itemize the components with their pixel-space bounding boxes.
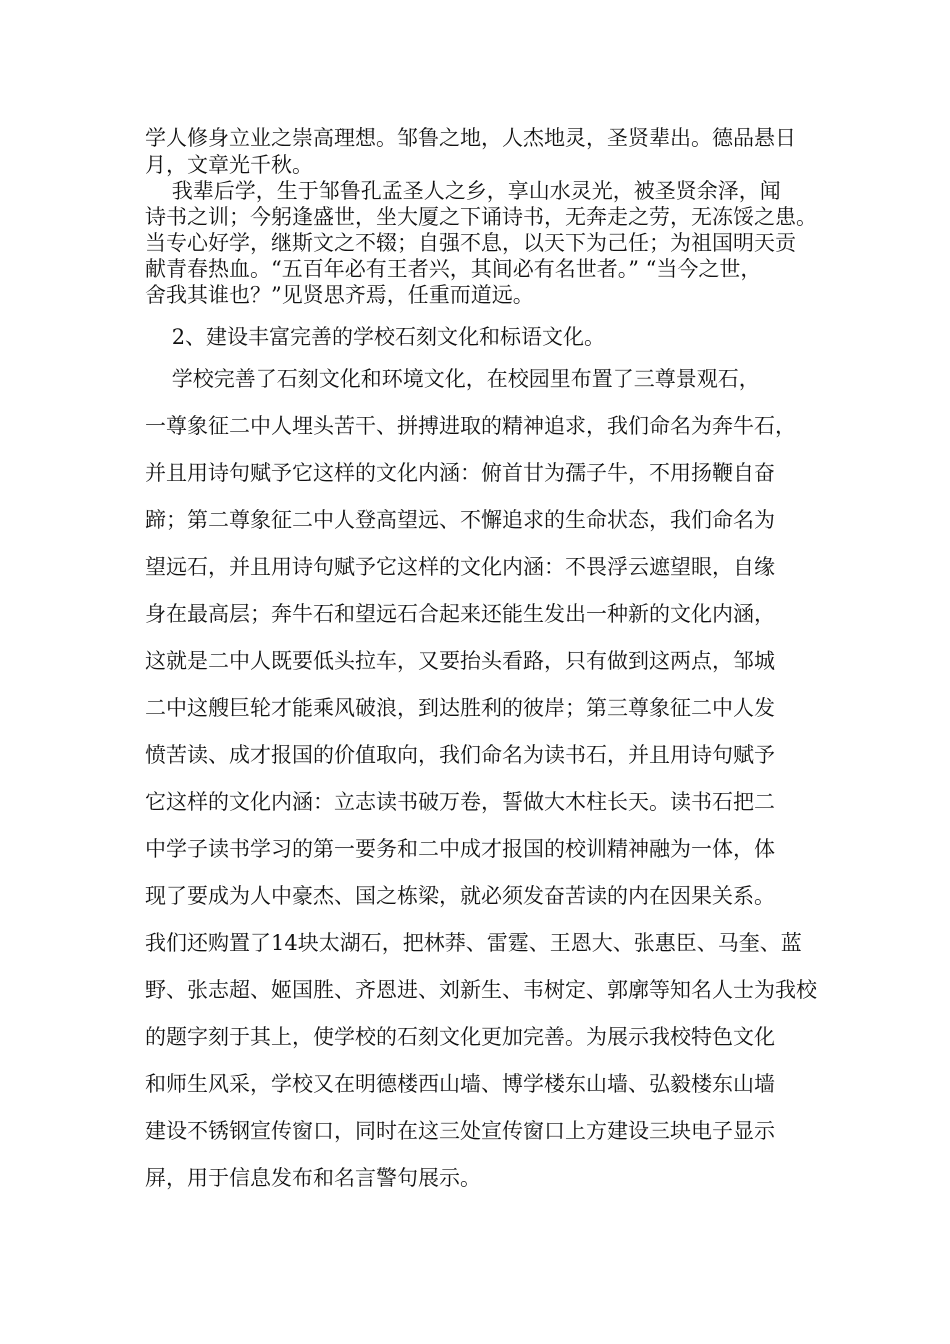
text-line: 这就是二中人既要低头拉车，又要抬头看路，只有做到这两点，邹城 bbox=[145, 649, 775, 673]
text-line: 一尊象征二中人埋头苦干、拼搏进取的精神追求，我们命名为奔牛石， bbox=[145, 414, 796, 438]
text-line: 我们还购置了14块太湖石，把林莽、雷霆、王恩大、张惠臣、马奎、蓝 bbox=[145, 931, 802, 955]
text-line: 建设不锈钢宣传窗口，同时在这三处宣传窗口上方建设三块电子显示 bbox=[145, 1119, 775, 1143]
text-line: 愤苦读、成才报国的价值取向，我们命名为读书石，并且用诗句赋予 bbox=[145, 743, 775, 767]
text-line: 当专心好学，继斯文之不辍；自强不息，以天下为己任；为祖国明天贡 bbox=[145, 231, 796, 255]
text-line: 望远石，并且用诗句赋予它这样的文化内涵：不畏浮云遮望眼，自缘 bbox=[145, 555, 775, 579]
text-line: 和师生风采，学校又在明德楼西山墙、博学楼东山墙、弘毅楼东山墙 bbox=[145, 1072, 775, 1096]
text-line: 屏，用于信息发布和名言警句展示。 bbox=[145, 1166, 481, 1190]
text-line: 学校完善了石刻文化和环境文化，在校园里布置了三尊景观石， bbox=[145, 367, 760, 391]
text-line: 二中这艘巨轮才能乘风破浪，到达胜利的彼岸；第三尊象征二中人发 bbox=[145, 696, 775, 720]
text-line: 诗书之训；今躬逢盛世，坐大厦之下诵诗书，无奔走之劳，无冻馁之患。 bbox=[145, 205, 817, 229]
text-line: 身在最高层；奔牛石和望远石合起来还能生发出一种新的文化内涵， bbox=[145, 602, 775, 626]
text-line: 野、张志超、姬国胜、齐恩进、刘新生、韦树定、郭廓等知名人士为我校 bbox=[145, 978, 817, 1002]
text-line: 月，文章光千秋。 bbox=[145, 153, 313, 177]
text-line: 它这样的文化内涵：立志读书破万卷，誓做大木柱长天。读书石把二 bbox=[145, 790, 775, 814]
text-line: 献青春热血。“五百年必有王者兴，其间必有名世者。” “当今之世， bbox=[145, 257, 762, 281]
text-line: 舍我其谁也？”见贤思齐焉，任重而道远。 bbox=[145, 283, 534, 307]
text-line: 我辈后学，生于邹鲁孔孟圣人之乡，享山水灵光，被圣贤余泽，闻 bbox=[145, 179, 781, 203]
section-heading: 2、建设丰富完善的学校石刻文化和标语文化。 bbox=[145, 325, 606, 349]
text-line: 中学子读书学习的第一要务和二中成才报国的校训精神融为一体，体 bbox=[145, 837, 775, 861]
text-line: 并且用诗句赋予它这样的文化内涵：俯首甘为孺子牛，不用扬鞭自奋 bbox=[145, 461, 775, 485]
text-line: 学人修身立业之崇高理想。邹鲁之地，人杰地灵，圣贤辈出。德品悬日 bbox=[145, 126, 796, 150]
text-line: 现了要成为人中豪杰、国之栋梁，就必须发奋苦读的内在因果关系。 bbox=[145, 884, 775, 908]
text-line: 的题字刻于其上，使学校的石刻文化更加完善。为展示我校特色文化 bbox=[145, 1025, 775, 1049]
text-line: 蹄；第二尊象征二中人登高望远、不懈追求的生命状态，我们命名为 bbox=[145, 508, 775, 532]
